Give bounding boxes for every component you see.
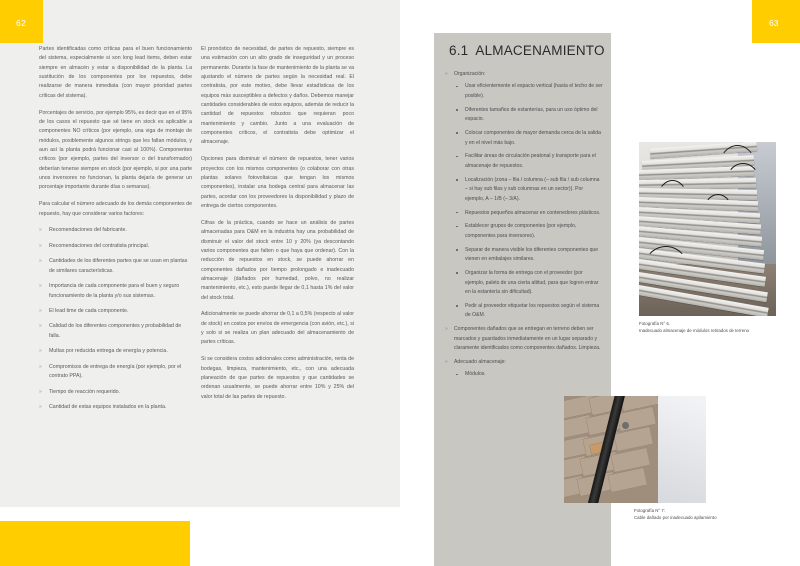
paragraph: Cifras de la práctica, cuando se hace un análisis de partes almacenadas para O&M en la industria hay una probabilidad de disminuir el valor del stock entre 10 y 20% (ya descontando varios componentes que falten o que haya que ordenar). Con la reducción de repuestos en stock, se puede ahorrar en componentes dañados por tiempo prolongado e inadecuado almacenaje (dañados por humedad, polvo, no realizar mantenimiento, etc.), esto puede llegar de 0,1 hasta 1% del valor del stock total.	[201, 219, 354, 301]
section-number: 6.1	[449, 43, 469, 58]
sub-list-item	[454, 152, 603, 171]
left-page	[0, 0, 400, 507]
list-item-text: Cantidad de estas equipos instalados en la planta.	[49, 404, 167, 411]
sub-list	[454, 370, 603, 379]
list-item	[39, 307, 192, 316]
folio-number-left: 62	[16, 18, 27, 28]
sub-list-item	[454, 370, 603, 379]
storage-guidelines	[445, 70, 603, 385]
list-item-text: Multas por reducida entrega de energía y potencia.	[49, 348, 168, 355]
list-item	[39, 347, 192, 356]
sub-list-item	[454, 269, 603, 297]
cable-loop	[642, 246, 691, 300]
paragraph: Para calcular el número adecuado de los demás componentes de repuesto, hay que considerar varios factores:	[39, 201, 192, 217]
chevron-marker-icon: »	[39, 283, 42, 290]
list-item	[39, 242, 192, 251]
left-column-a	[39, 45, 192, 418]
list-item	[39, 322, 192, 341]
photo-damaged-cable	[564, 396, 706, 503]
sub-list-item-text: Colocar componentes de mayor demanda cerca de la salida y en el nivel más bajo.	[465, 130, 601, 146]
sub-list-item	[454, 129, 603, 148]
guideline-group	[445, 70, 603, 380]
square-marker-icon	[456, 132, 458, 134]
chevron-marker-icon: »	[445, 359, 448, 366]
sub-list	[454, 82, 603, 320]
list-item	[39, 363, 192, 382]
list-item	[445, 358, 603, 380]
sub-list-item-text: Organizar la forma de entrega con el proveedor (por ejemplo, palets de una cierta altitud, para que logren entrar en la estantería sin dificultad).	[465, 270, 599, 296]
square-marker-icon	[456, 156, 458, 158]
caption-text: Inadecuado almacenaje de módulos retirados de terreno	[639, 328, 750, 334]
chevron-marker-icon: »	[39, 388, 42, 395]
list-item-text: Cantidades de los diferentes partes que se usan en plantas de similares características.	[49, 258, 188, 274]
sub-list-item	[454, 82, 603, 101]
caption-title: Fotografía N° 7:	[634, 508, 666, 513]
list-item-text: Adecuado almacenaje:	[454, 359, 506, 366]
square-marker-icon	[456, 374, 458, 376]
chevron-marker-icon: »	[39, 307, 42, 314]
caption-text: Cable dañado por inadecuado apilamiento	[634, 515, 717, 521]
sub-list-item-text: Facilitar áreas de circulación peatonal y transporte para el almacenaje de repuestos.	[465, 153, 596, 169]
square-marker-icon	[456, 179, 458, 181]
sub-list-item	[454, 302, 603, 321]
paragraph: Si se considera costos adicionales como administración, renta de bodegas, limpieza, mantenimiento, etc., con una adecuada planeación de que partes de repuestos y que cantidades se ordenan usualmente, se puede ahorrar entre 10% y 25% del valor total de las partes de repuesto.	[201, 356, 354, 400]
list-item	[445, 325, 603, 353]
chevron-marker-icon: »	[39, 348, 42, 355]
photo-modules-stack	[639, 142, 776, 316]
list-item-text: Calidad de los diferentes componentes y probabilidad de falla.	[49, 323, 182, 339]
list-item-text: Organización:	[454, 71, 486, 77]
section-title-text: ALMACENAMIENTO	[475, 43, 605, 58]
list-item	[39, 388, 192, 397]
sub-list-item	[454, 176, 603, 204]
sub-list-item-text: Pedir al proveedor etiquetar los repuestos según el sistema de O&M.	[465, 302, 600, 319]
paragraph: El pronóstico de necesidad, de partes de repuesto, siempre es una estimación con un alto grado de inseguridad y un proceso permanente. Durante la fase de mantenimiento de la planta se va ajustando el número de partes según la necesidad real. El contratista, por este motivo, debe llevar estadísticas de los equipos más susceptibles a defectos y daños. Debemos manejar cantidades considerables de estos equipos, además de reducir la cantidad de repuestos robustos que requieran poco mantenimiento y cambio. Junto a una evaluación de componentes críticos, el contratista debe optimizar el almacenaje.	[201, 46, 354, 146]
photo-caption-7	[634, 507, 774, 522]
module-edge	[658, 396, 706, 503]
paragraph: Partes identificadas como críticas para el buen funcionamiento del sistema, especialmente si son long lead items, deben estar siempre en almacén y estar a disponibilidad de la planta. La sustitución de los componentes por los repuestos, debe realizarse de manera inmediata (con mayor prioridad partes críticas del sistema).	[39, 46, 192, 99]
cable-loop	[702, 194, 734, 238]
square-marker-icon	[456, 212, 458, 214]
folio-badge-right	[752, 0, 800, 43]
list-item-text: Compromisos de entrega de energía (por ejemplo, por el contrato PPA).	[49, 363, 182, 380]
square-marker-icon	[456, 272, 458, 274]
sub-list-item	[454, 106, 603, 125]
chevron-marker-icon: »	[39, 404, 42, 411]
list-item	[39, 282, 192, 301]
square-marker-icon	[456, 305, 458, 307]
sub-list-item-text: Localización (zona – fila / columna (– sub fila / sub columna – si hay sub filas y sub columnas en un sector)). Por ejemplo, A – 1/B (– 3/A).	[465, 176, 600, 202]
paragraph: Opciones para disminuir el número de repuestos, tener varios proyectos con los mismos componentes (o colaborar con otras plantas solares fotovoltaicas que tengan los mismos componentes), instalar una bodega central para almacenar las partes, acordar con los proveedores la disponibilidad y plazo de entrega de ciertos componentes.	[201, 156, 354, 209]
list-item	[39, 257, 192, 276]
sub-list-item-text: Usar eficientemente el espacio vertical (hasta el techo de ser posible).	[465, 83, 603, 99]
list-item	[445, 70, 603, 321]
list-item	[39, 226, 192, 235]
square-marker-icon	[456, 226, 458, 228]
folio-badge-left	[0, 0, 43, 43]
sub-list-item	[454, 222, 603, 241]
list-item-text: Recomendaciones del fabricante.	[49, 227, 127, 234]
list-item	[39, 403, 192, 412]
folio-number-right: 63	[769, 18, 779, 28]
paragraph: Adicionalmente se puede ahorrar de 0,1 a 0,5% (respecto al valor de stock) en costos por envíos de emergencia (con avión, etc.), si y solo si se realiza un plan adecuado del almacenamiento de partes críticas.	[201, 311, 354, 346]
chevron-marker-icon: »	[39, 258, 42, 265]
chevron-marker-icon: »	[445, 71, 448, 77]
chevron-marker-icon: »	[445, 326, 448, 333]
sub-list-item	[454, 209, 603, 218]
square-marker-icon	[456, 249, 458, 251]
right-page	[400, 0, 800, 566]
chevron-marker-icon: »	[39, 227, 42, 234]
paragraph: Porcentajes de servicio, por ejemplo 95%, es decir que en el 95% de los casos el repuesto que sé tiene en stock es aplicable a componentes NO críticos (por ejemplo, una viga de montaje de módulos, posiblemente algunos strings que les faltan módulos, y aun así la planta podrá funcionar casi al 100%). Componentes críticos (por ejemplo, partes del inversor o del transformador) deberían tenerse siempre en stock (por ejemplo, si por una parte unos inversores no funcionan, la planta dejaría de generar un porcentaje importante durante días o semanas).	[39, 109, 192, 191]
list-item-text: El lead time de cada componente.	[49, 307, 129, 314]
bottom-accent-block	[0, 521, 190, 566]
chevron-marker-icon: »	[39, 323, 42, 330]
factors-list	[39, 226, 192, 412]
sub-list-item-text: Diferentes tamaños de estanterías, para un uso óptimo del espacio.	[465, 106, 598, 123]
sub-list-item-text: Repuestos pequeños almacenar en contenedores plásticos.	[465, 209, 601, 216]
sub-list-item	[454, 246, 603, 265]
photo-caption-6	[639, 320, 779, 335]
sub-list-item-text: Separar de manera visible los diferentes componentes que vienen en embalajes similares.	[465, 246, 599, 263]
list-item-text: Tiempo de reacción requerido.	[49, 388, 121, 395]
list-item-text: Componentes dañados que se entregan en terreno deben ser marcados y guardados inmediatamente en un lugar separado y claramente identificados como componentes dañados. Limpieza.	[454, 326, 601, 352]
left-column-b	[201, 45, 354, 410]
sub-list-item-text: Módulos.	[465, 371, 486, 378]
sub-list-item-text: Establecer grupos de componentes (por ejemplo, componentes para inversores).	[465, 223, 577, 239]
list-item-text: Recomendaciones del contratista principal.	[49, 242, 150, 249]
square-marker-icon	[456, 86, 458, 88]
caption-title: Fotografía N° 6.	[639, 321, 671, 326]
list-item-text: Importancia de cada componente para el buen y seguro funcionamiento de la planta y/o sus sistemas.	[49, 283, 180, 299]
square-marker-icon	[456, 109, 458, 111]
chevron-marker-icon: »	[39, 242, 42, 249]
chevron-marker-icon: »	[39, 363, 42, 370]
section-heading	[449, 43, 605, 58]
